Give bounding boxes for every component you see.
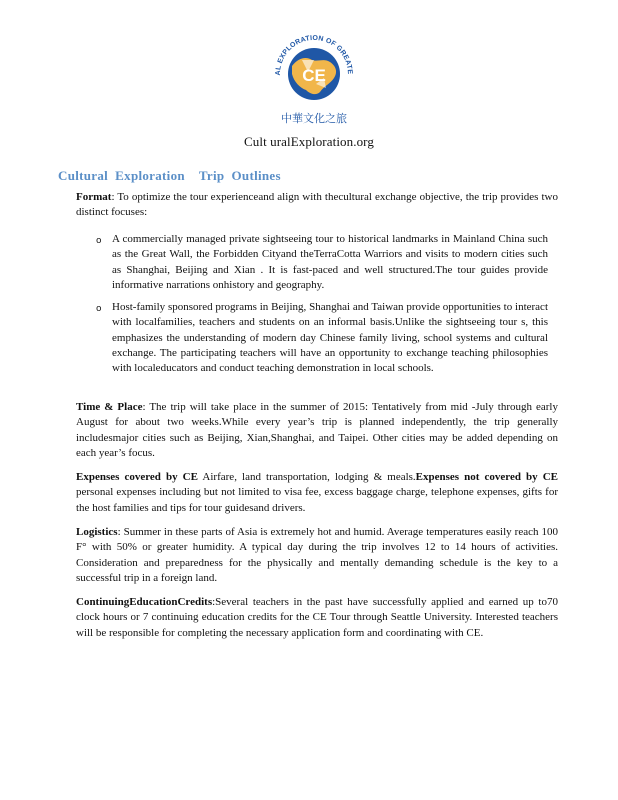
sub-item-sightseeing-text: A commercially managed private sightseeing tour to historical landmarks in Mainland China such as the Great Wall, the Forbidden Cityand theTerraCotta Warriors and visits to modern cities such as Shanghai, Beijing and Xian . It is fast-paced and well structured.The tour guides provide informative narrations onhistory and geography. xyxy=(112,233,548,291)
format-text: : To optimize the tour experienceand align with thecultural exchange objective, the trip provides two distinct focuses: xyxy=(76,191,558,219)
expenses-not-covered-label: Expenses not covered by CE xyxy=(415,471,558,483)
section-continuing-education xyxy=(58,595,558,641)
logistics-label: Logistics xyxy=(76,526,118,538)
logo-chinese-text: 中華文化之旅 xyxy=(281,112,347,125)
circle-bullet-icon: o xyxy=(96,304,102,314)
section-logistics xyxy=(58,525,558,586)
ce-logo-graphic xyxy=(268,12,360,130)
logo-arc-text: AL EXPLORATION OF GREATE xyxy=(274,34,354,76)
website-url: Cult uralExploration.org xyxy=(244,134,374,149)
logistics-text: : Summer in these parts of Asia is extremely hot and humid. Average temperatures easily reach 100 F° with 50% or greater humidity. A typical day during the trip involves 12 to 14 hours of activities. Consideration and preparedness for the physically and mentally demanding schedule is the key to a successful trip in a foreign land. xyxy=(76,526,558,584)
logo-initials: CE xyxy=(302,66,326,85)
expenses-covered-label: Expenses covered by CE xyxy=(76,471,198,483)
expenses-covered-text: Airfare, land transportation, lodging & meals. xyxy=(197,471,416,483)
continuing-education-label: ContinuingEducationCredits xyxy=(76,596,213,608)
format-label: Format xyxy=(76,191,112,203)
sub-item-host-family-text: Host-family sponsored programs in Beijing, Shanghai and Taiwan provide opportunities to interact with localfamilies, teachers and students on an informal basis.Unlike the sightseeing tour s, this emphasizes the understanding of modern day Chinese family living, school systems and cultural exchange. The participating teachers will have an opportunity to exchange teaching philosophies with localeducators and conduct teaching demonstration in local schools. xyxy=(112,301,548,375)
time-place-label: Time & Place xyxy=(76,401,143,413)
expenses-not-covered-text: personal expenses including but not limited to visa fee, excess baggage charge, telephone expenses, gifts for the host families and tips for tour guidesand drivers. xyxy=(76,486,558,514)
page-heading: Cultural Exploration Trip Outlines xyxy=(58,168,281,183)
continuing-education-text: :Several teachers in the past have successfully applied and earned up to70 clock hours or 7 continuing education credits for the CE Tour through Seattle University. Interested teachers will be responsible for completing the necessary application form and coordinating with CE. xyxy=(76,596,558,639)
sub-item-host-family xyxy=(96,300,548,376)
section-expenses xyxy=(58,470,558,516)
section-format xyxy=(58,190,558,221)
section-time-place xyxy=(58,400,558,461)
circle-bullet-icon: o xyxy=(96,236,102,246)
time-place-text: : The trip will take place in the summer of 2015: Tentatively from mid -July through early August for about two weeks.While every year’s trip is planned independently, the trip generally includesmajor cities such as Beijing, Xian,Shanghai, and Taipei. Other cities may be added depending on each year’s focus. xyxy=(76,401,558,459)
sub-item-sightseeing xyxy=(96,232,548,293)
ce-logo xyxy=(268,12,360,130)
